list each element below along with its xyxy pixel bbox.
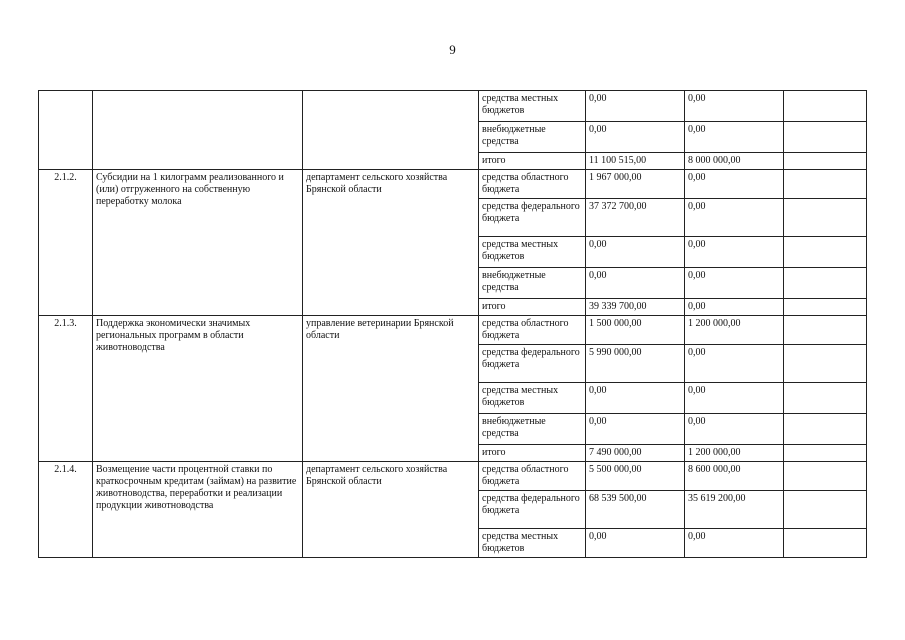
item-number-cell: 2.1.4.	[39, 462, 93, 558]
amount-cell-3	[784, 445, 867, 462]
amount-cell-2: 8 600 000,00	[685, 462, 784, 491]
amount-cell-3	[784, 345, 867, 383]
amount-cell-2: 0,00	[685, 122, 784, 153]
funding-source-cell: средства местных бюджетов	[479, 383, 586, 414]
item-number-cell	[39, 91, 93, 170]
item-number-cell: 2.1.3.	[39, 316, 93, 462]
amount-cell-3	[784, 383, 867, 414]
amount-cell-1: 1 500 000,00	[586, 316, 685, 345]
table-body	[39, 91, 867, 558]
amount-cell-1: 0,00	[586, 414, 685, 445]
amount-cell-1: 0,00	[586, 268, 685, 299]
funding-source-cell: средства местных бюджетов	[479, 91, 586, 122]
executor-cell: департамент сельского хозяйства Брянской области	[303, 462, 479, 558]
funding-source-cell: средства областного бюджета	[479, 316, 586, 345]
amount-cell-2: 0,00	[685, 237, 784, 268]
amount-cell-2: 0,00	[685, 199, 784, 237]
amount-cell-1: 11 100 515,00	[586, 153, 685, 170]
amount-cell-1: 0,00	[586, 237, 685, 268]
item-name-cell: Субсидии на 1 килограмм реализованного и (или) отгруженного на собственную переработку молока	[93, 170, 303, 316]
funding-source-cell: итого	[479, 445, 586, 462]
amount-cell-1: 0,00	[586, 122, 685, 153]
amount-cell-3	[784, 199, 867, 237]
item-name-cell: Возмещение части процентной ставки по краткосрочным кредитам (займам) на развитие животноводства, переработки и реализации продукции животноводства	[93, 462, 303, 558]
amount-cell-2: 35 619 200,00	[685, 491, 784, 529]
funding-source-cell: средства федерального бюджета	[479, 199, 586, 237]
amount-cell-2: 0,00	[685, 345, 784, 383]
amount-cell-1: 0,00	[586, 383, 685, 414]
amount-cell-3	[784, 529, 867, 558]
item-name-cell	[93, 91, 303, 170]
funding-source-cell: средства федерального бюджета	[479, 345, 586, 383]
amount-cell-3	[784, 316, 867, 345]
amount-cell-3	[784, 491, 867, 529]
funding-source-cell: итого	[479, 299, 586, 316]
amount-cell-1: 5 500 000,00	[586, 462, 685, 491]
amount-cell-3	[784, 122, 867, 153]
amount-cell-2: 0,00	[685, 299, 784, 316]
amount-cell-1: 68 539 500,00	[586, 491, 685, 529]
amount-cell-2: 8 000 000,00	[685, 153, 784, 170]
funding-source-cell: внебюджетные средства	[479, 414, 586, 445]
amount-cell-2: 0,00	[685, 268, 784, 299]
amount-cell-1: 7 490 000,00	[586, 445, 685, 462]
funding-source-cell: итого	[479, 153, 586, 170]
amount-cell-2: 0,00	[685, 414, 784, 445]
funding-source-cell: средства областного бюджета	[479, 170, 586, 199]
amount-cell-3	[784, 91, 867, 122]
table-row	[39, 170, 867, 199]
amount-cell-3	[784, 153, 867, 170]
amount-cell-3	[784, 237, 867, 268]
item-number-cell: 2.1.2.	[39, 170, 93, 316]
funding-source-cell: средства местных бюджетов	[479, 237, 586, 268]
amount-cell-1: 0,00	[586, 91, 685, 122]
amount-cell-2: 0,00	[685, 529, 784, 558]
amount-cell-3	[784, 414, 867, 445]
page-number: 9	[449, 42, 456, 57]
funding-source-cell: средства федерального бюджета	[479, 491, 586, 529]
amount-cell-1: 39 339 700,00	[586, 299, 685, 316]
funding-source-cell: средства местных бюджетов	[479, 529, 586, 558]
table-row	[39, 462, 867, 491]
funding-source-cell: внебюджетные средства	[479, 122, 586, 153]
funding-source-cell: средства областного бюджета	[479, 462, 586, 491]
item-name-cell: Поддержка экономически значимых региональных программ в области животноводства	[93, 316, 303, 462]
amount-cell-2: 0,00	[685, 170, 784, 199]
table-row	[39, 91, 867, 122]
amount-cell-3	[784, 462, 867, 491]
amount-cell-1: 5 990 000,00	[586, 345, 685, 383]
amount-cell-2: 0,00	[685, 383, 784, 414]
executor-cell: департамент сельского хозяйства Брянской области	[303, 170, 479, 316]
executor-cell: управление ветеринарии Брянской области	[303, 316, 479, 462]
amount-cell-1: 1 967 000,00	[586, 170, 685, 199]
amount-cell-2: 0,00	[685, 91, 784, 122]
budget-table	[38, 90, 867, 558]
amount-cell-2: 1 200 000,00	[685, 316, 784, 345]
funding-source-cell: внебюджетные средства	[479, 268, 586, 299]
amount-cell-3	[784, 170, 867, 199]
amount-cell-2: 1 200 000,00	[685, 445, 784, 462]
amount-cell-1: 37 372 700,00	[586, 199, 685, 237]
executor-cell	[303, 91, 479, 170]
amount-cell-3	[784, 299, 867, 316]
table-row	[39, 316, 867, 345]
amount-cell-1: 0,00	[586, 529, 685, 558]
amount-cell-3	[784, 268, 867, 299]
